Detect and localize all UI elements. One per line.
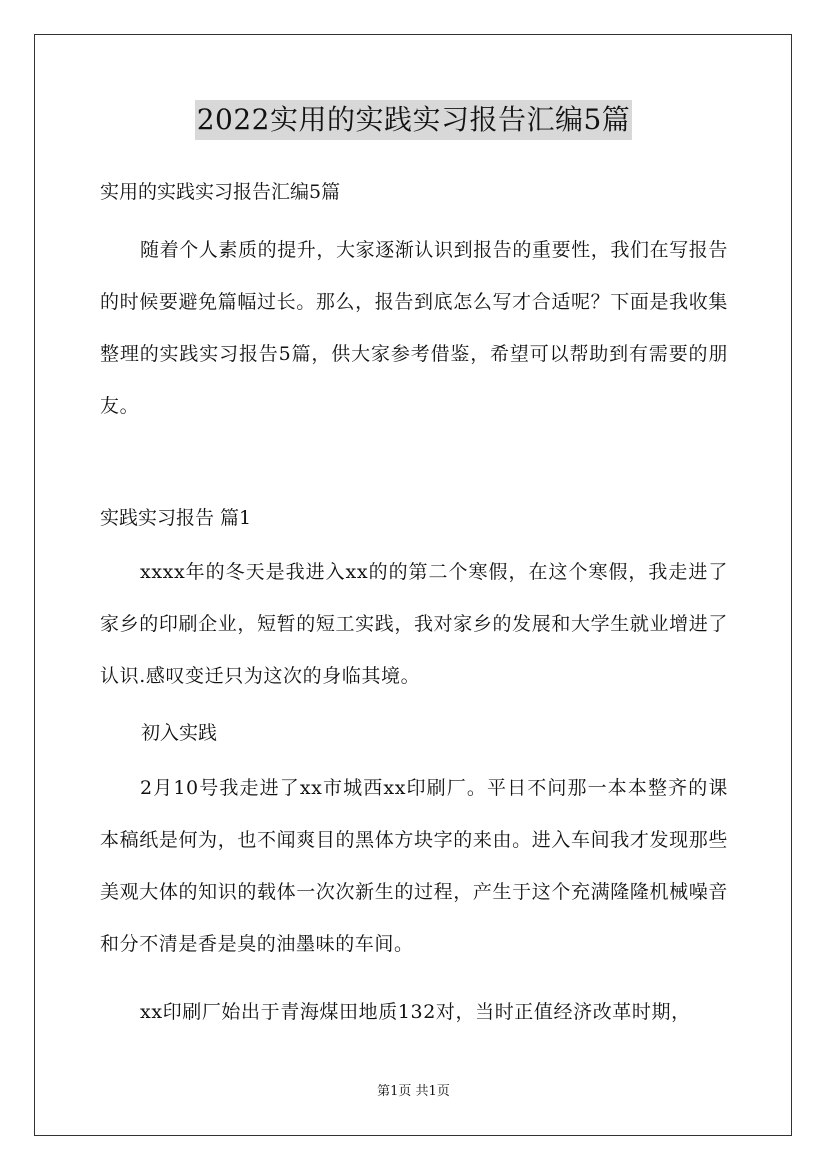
sub-heading: 初入实践 xyxy=(141,722,218,744)
document-title: 2022实用的实践实习报告汇编5篇 xyxy=(195,100,633,140)
intro-paragraph: 随着个人素质的提升，大家逐渐认识到报告的重要性，我们在写报告的时候要避免篇幅过长。那么，报告到底怎么写才合适呢？下面是我收集整理的实践实习报告5篇，供大家参考借鉴，希望可以帮助到有需要的朋友。 xyxy=(100,239,729,417)
section-heading: 实践实习报告 篇1 xyxy=(100,507,252,529)
section-paragraph: xxxx年的冬天是我进入xx的的第二个寒假，在这个寒假，我走进了家乡的印刷企业，短暂的短工实践，我对家乡的发展和大学生就业增进了认识.感叹变迁只为这次的身临其境。 xyxy=(100,561,728,687)
document-subtitle: 实用的实践实习报告汇编5篇 xyxy=(100,181,341,203)
section-paragraph: xx印刷厂始出于青海煤田地质132对，当时正值经济改革时期， xyxy=(140,1001,691,1023)
section-paragraph: 2月10号我走进了xx市城西xx印刷厂。平日不问那一本本整齐的课本稿纸是何为，也不闻爽目的黑体方块字的来由。进入车间我才发现那些美观大体的知识的载体一次次新生的过程，产生于这个充满隆隆机械噪音和分不清是香是臭的油墨味的车间。 xyxy=(100,777,728,955)
page-footer: 第1页 共1页 xyxy=(377,1084,450,1099)
title-container xyxy=(0,100,827,140)
